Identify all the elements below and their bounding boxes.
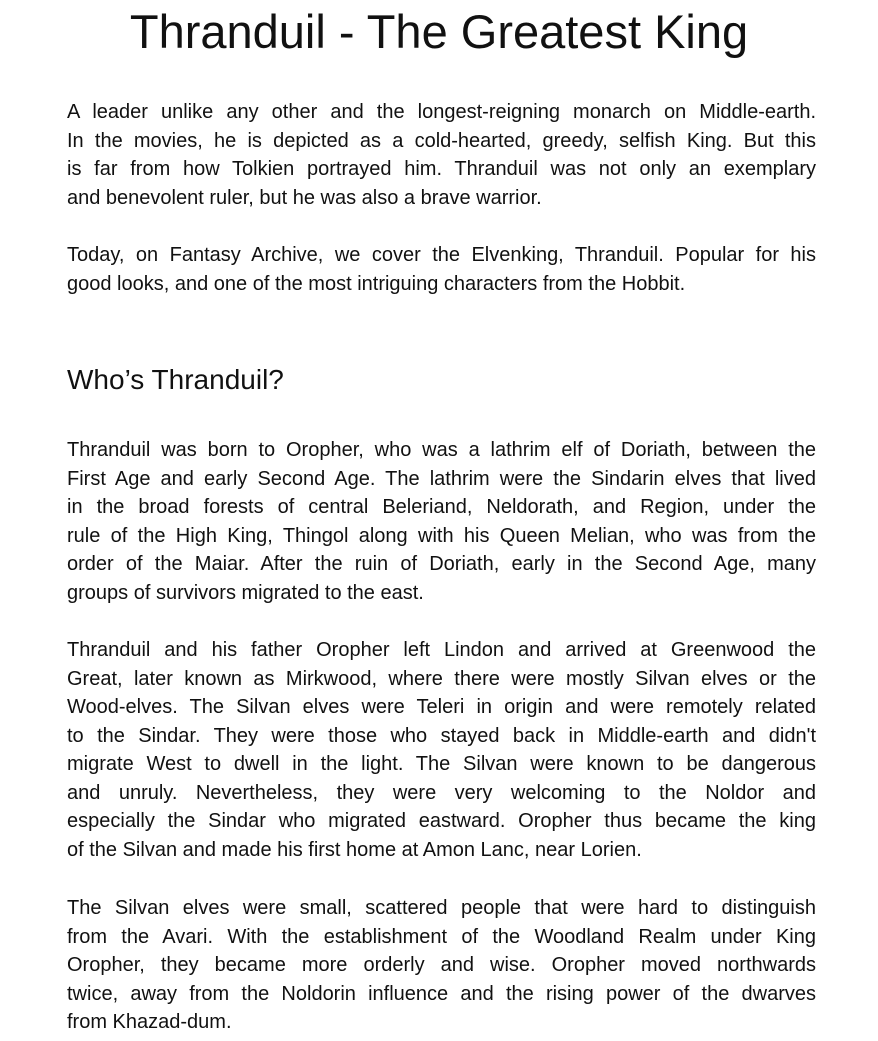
paragraph-line: migrate West to dwell in the light. The Silvan were known to be dangerous [67, 753, 816, 775]
section-paragraph-1 [67, 436, 816, 607]
paragraph-line: Today, on Fantasy Archive, we cover the Elvenking, Thranduil. Popular for his [67, 244, 816, 266]
paragraph-line: twice, away from the Noldorin influence and the rising power of the dwarves [67, 982, 816, 1005]
paragraph-line: good looks, and one of the most intriguing characters from the Hobbit. [67, 272, 686, 295]
paragraph-line: In the movies, he is depicted as a cold-hearted, greedy, selfish King. But this [67, 129, 816, 152]
paragraph-line: A leader unlike any other and the longest-reigning monarch on Middle-earth. [67, 101, 816, 123]
paragraph-line: and unruly. Nevertheless, they were very welcoming to the Noldor and [67, 781, 816, 804]
paragraph-line: and benevolent ruler, but he was also a brave warrior. [67, 186, 542, 209]
paragraph-line: to the Sindar. They were those who stayed back in Middle-earth and didn't [67, 724, 816, 747]
paragraph-line: First Age and early Second Age. The lathrim were the Sindarin elves that lived [67, 467, 816, 490]
paragraph-line: Oropher, they became more orderly and wise. Oropher moved northwards [67, 954, 816, 976]
paragraph-line: from the Avari. With the establishment of the Woodland Realm under King [67, 925, 816, 948]
paragraph-line: Thranduil was born to Oropher, who was a lathrim elf of Doriath, between the [67, 439, 816, 461]
page-title: Thranduil - The Greatest King [129, 5, 749, 58]
section-heading: Who’s Thranduil? [67, 364, 284, 395]
paragraph-line: Great, later known as Mirkwood, where there were mostly Silvan elves or the [67, 667, 816, 690]
section-paragraph-2 [67, 636, 816, 864]
paragraph-line: The Silvan elves were small, scattered people that were hard to distinguish [67, 897, 816, 919]
paragraph-line: especially the Sindar who migrated eastward. Oropher thus became the king [67, 810, 816, 832]
paragraph-line: Thranduil and his father Oropher left Lindon and arrived at Greenwood the [67, 639, 816, 661]
paragraph-line: is far from how Tolkien portrayed him. Thranduil was not only an exemplary [67, 158, 816, 180]
paragraph-line: groups of survivors migrated to the east. [67, 581, 424, 604]
paragraph-line: order of the Maiar. After the ruin of Doriath, early in the Second Age, many [67, 553, 816, 575]
section-paragraph-3 [67, 894, 816, 1037]
paragraph-line: of the Silvan and made his first home at Amon Lanc, near Lorien. [67, 838, 642, 861]
paragraph-line: rule of the High King, Thingol along with his Queen Melian, who was from the [67, 524, 816, 547]
intro-paragraph-2 [67, 241, 816, 298]
paragraph-line: from Khazad-dum. [67, 1011, 232, 1033]
paragraph-line: in the broad forests of central Beleriand, Neldorath, and Region, under the [67, 496, 816, 518]
paragraph-line: Wood-elves. The Silvan elves were Teleri in origin and were remotely related [67, 696, 816, 718]
intro-paragraph-1 [67, 98, 816, 212]
